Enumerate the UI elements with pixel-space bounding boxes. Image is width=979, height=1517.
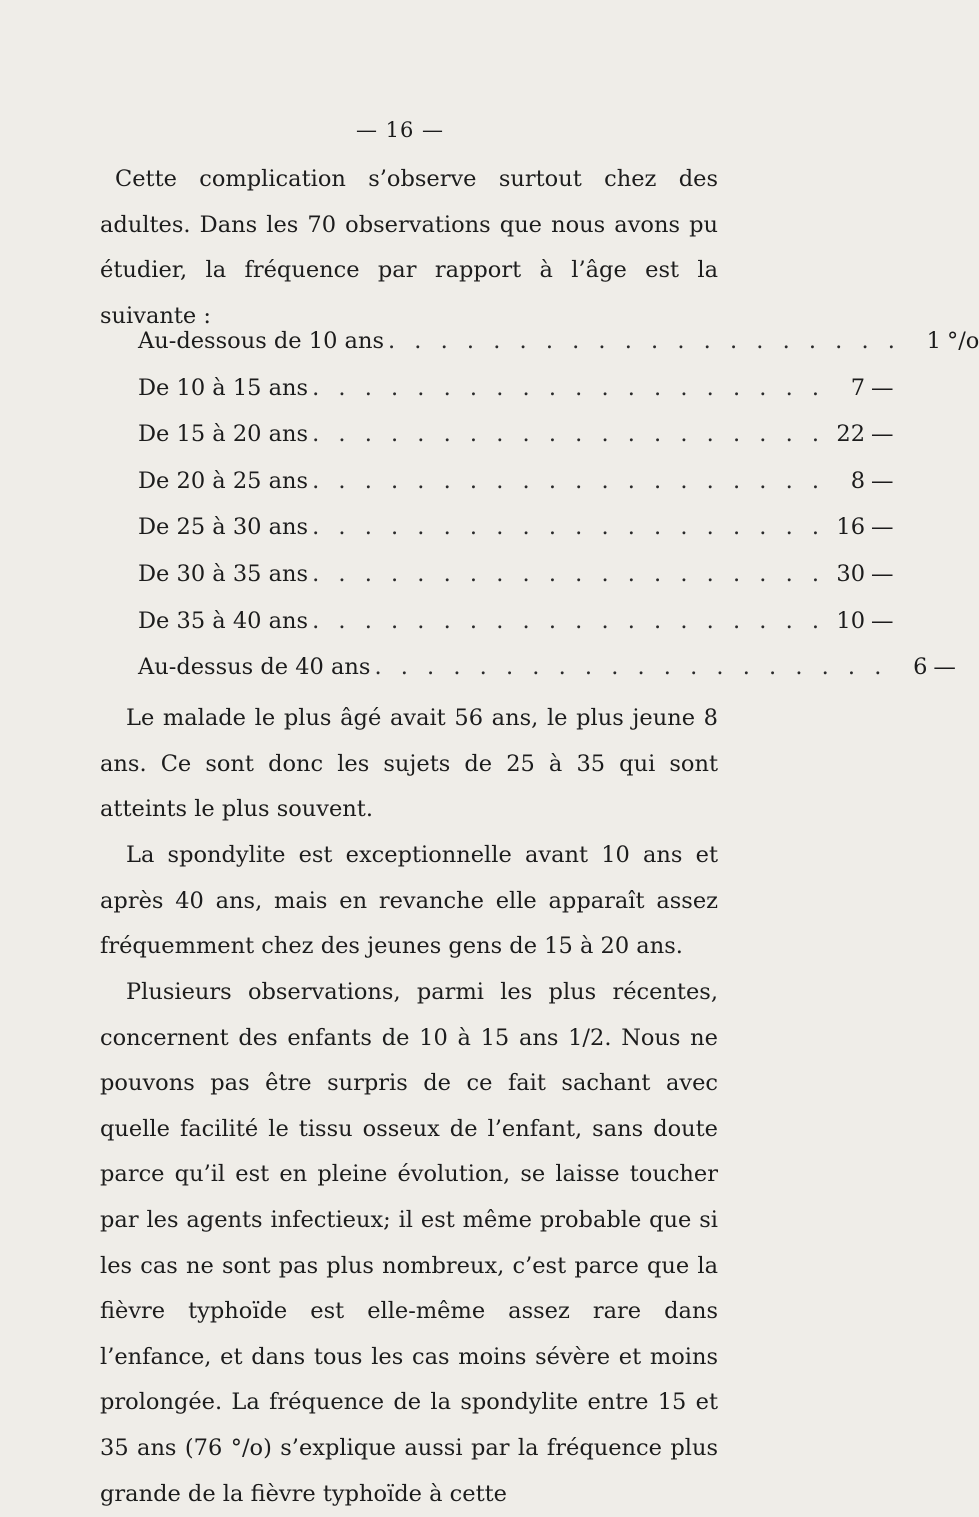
- dot-leader: . . . . . . . . . . . . . . . . . . . .: [312, 514, 826, 541]
- body-paragraph-children-observations: Plusieurs observations, parmi les plus récentes, concernent des enfants de 10 à 15 ans 1/2. Nous ne pouvons pas être surpris de ce fait sachant avec quelle facilité le tissu osseux de l’enfant, sans doute parce qu’il est en pleine évolution, se laisse toucher par les agents infectieux; il est même probable que si les cas ne sont pas plus nombreux, c’est parce que la fièvre typhoïde est elle-même assez rare dans l’enfance, et dans tous les cas moins sévère et moins prolongée. La fréquence de la spondylite entre 15 et 35 ans (76 °/o) s’explique aussi par la fréquence plus grande de la fièvre typhoïde à cette: [100, 979, 718, 1507]
- dot-leader: . . . . . . . . . . . . . . . . . . . .: [312, 467, 826, 494]
- age-range-label: De 15 à 20 ans: [138, 421, 309, 448]
- table-row: [138, 514, 894, 561]
- age-frequency-table: [138, 328, 979, 701]
- dot-leader: . . . . . . . . . . . . . . . . . . . .: [312, 374, 826, 401]
- frequency-unit: —: [871, 514, 894, 541]
- frequency-value: 8: [850, 467, 866, 494]
- dot-leader: . . . . . . . . . . . . . . . . . . . .: [312, 607, 826, 634]
- frequency-unit: —: [871, 467, 894, 494]
- dot-leader: . . . . . . . . . . . . . . . . . . . .: [374, 654, 888, 681]
- dot-leader: . . . . . . . . . . . . . . . . . . . .: [388, 328, 901, 354]
- age-range-label: Au-dessus de 40 ans: [138, 654, 371, 681]
- frequency-value: 7: [850, 374, 866, 401]
- table-row: [138, 607, 894, 655]
- table-row: [138, 560, 894, 608]
- age-range-label: De 30 à 35 ans: [138, 560, 309, 587]
- table-row: [138, 467, 894, 515]
- frequency-value: 10: [836, 607, 866, 634]
- frequency-unit: —: [933, 654, 956, 681]
- frequency-value: 6: [913, 654, 928, 681]
- frequency-unit: °/o: [946, 328, 979, 354]
- page-number: — 16 —: [355, 118, 445, 142]
- frequency-value: 16: [836, 514, 866, 541]
- intro-paragraph: Cette complication s’observe surtout chez des adultes. Dans les 70 observations que nous avons pu étudier, la fréquence par rapport à l’âge est la suivante :: [100, 166, 718, 329]
- frequency-unit: —: [871, 421, 894, 448]
- age-range-label: Au-dessous de 10 ans: [138, 328, 384, 354]
- frequency-value: 30: [836, 560, 866, 587]
- table-row: [138, 374, 894, 422]
- frequency-unit: —: [871, 560, 894, 587]
- age-range-label: De 20 à 25 ans: [138, 467, 309, 494]
- table-row: [138, 421, 894, 468]
- age-range-label: De 25 à 30 ans: [138, 514, 309, 541]
- body-paragraph-age-extremes: Le malade le plus âgé avait 56 ans, le plus jeune 8 ans. Ce sont donc les sujets de 25 à 35 qui sont atteints le plus souvent.: [100, 705, 718, 823]
- frequency-value: 22: [836, 421, 866, 448]
- dot-leader: . . . . . . . . . . . . . . . . . . . .: [312, 560, 826, 587]
- age-range-label: De 35 à 40 ans: [138, 607, 309, 634]
- body-paragraph-spondylitis-frequency: La spondylite est exceptionnelle avant 10 ans et après 40 ans, mais en revanche elle apparaît assez fréquemment chez des jeunes gens de 15 à 20 ans.: [100, 842, 718, 960]
- age-range-label: De 10 à 15 ans: [138, 374, 309, 401]
- dot-leader: . . . . . . . . . . . . . . . . . . . .: [312, 421, 826, 448]
- frequency-unit: —: [871, 607, 894, 634]
- table-row: [138, 654, 956, 701]
- frequency-value: 1: [926, 328, 941, 354]
- frequency-unit: —: [871, 374, 894, 401]
- table-row: [138, 328, 979, 375]
